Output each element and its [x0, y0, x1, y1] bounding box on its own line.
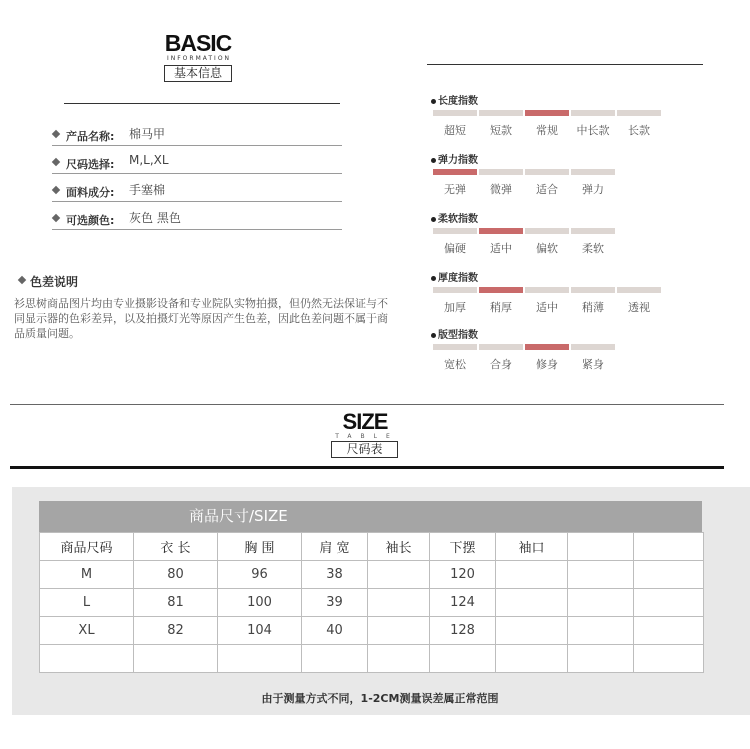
table-cell — [634, 617, 704, 645]
table-cell — [634, 645, 704, 673]
index-segment — [571, 287, 615, 293]
measurement-note: 由于测量方式不同，1-2CM测量误差属正常范围 — [261, 692, 499, 705]
index-segment — [525, 169, 569, 175]
index-segment-active — [433, 169, 477, 175]
index-segment-active — [525, 344, 569, 350]
index-title — [431, 92, 478, 107]
table-cell — [368, 561, 430, 589]
index-segment-active — [479, 228, 523, 234]
size-title: SIZE — [342, 409, 388, 434]
basic-info-label: 基本信息 — [164, 65, 232, 82]
size-table — [39, 532, 704, 673]
diamond-icon — [52, 186, 60, 194]
index-title-text: 弹力指数 — [438, 155, 478, 166]
index-title — [431, 210, 478, 225]
table-cell: 40 — [302, 617, 368, 645]
product-info-row — [52, 208, 342, 230]
product-info-value: 棉马甲 — [129, 127, 166, 141]
index-segment — [617, 110, 661, 116]
table-row — [40, 589, 704, 617]
table-cell — [568, 645, 634, 673]
column-header: 袖长 — [368, 533, 430, 561]
index-option-label: 适中 — [490, 242, 512, 255]
table-cell — [634, 589, 704, 617]
table-cell — [368, 617, 430, 645]
column-header: 胸 围 — [218, 533, 302, 561]
table-cell — [568, 617, 634, 645]
table-cell: 81 — [134, 589, 218, 617]
index-title — [431, 326, 478, 341]
bullet-icon — [431, 276, 436, 281]
color-diff-text: 衫思树商品图片均由专业摄影设备和专业院队实物拍摄，但仍然无法保证与不同显示器的色彩差异，以及拍摄灯光等原因产生色差，因此色差问题不属于商品质量问题。 — [14, 297, 388, 340]
table-cell: 38 — [302, 561, 368, 589]
index-option-label: 修身 — [536, 358, 558, 371]
table-cell: 82 — [134, 617, 218, 645]
column-header: 肩 宽 — [302, 533, 368, 561]
index-option-label: 偏硬 — [444, 242, 466, 255]
index-segment — [433, 287, 477, 293]
table-cell: XL — [40, 617, 134, 645]
column-header: 下摆 — [430, 533, 496, 561]
index-segment — [433, 344, 477, 350]
table-cell: 104 — [218, 617, 302, 645]
table-cell — [496, 561, 568, 589]
diamond-icon — [52, 158, 60, 166]
size-table-header — [39, 501, 702, 532]
table-cell — [496, 589, 568, 617]
basic-divider — [64, 103, 340, 104]
size-table-label: 尺码表 — [331, 441, 398, 458]
index-option-label: 紧身 — [582, 358, 604, 371]
product-info-value: M,L,XL — [129, 153, 169, 167]
product-info-row — [52, 180, 342, 202]
index-option-label: 无弹 — [444, 183, 466, 196]
table-cell — [496, 645, 568, 673]
product-info-label: 尺码选择: — [66, 158, 115, 171]
index-option-label: 超短 — [444, 124, 466, 137]
index-option-label: 透视 — [628, 301, 650, 314]
index-segment — [525, 228, 569, 234]
table-cell — [218, 645, 302, 673]
product-info-label: 面料成分: — [66, 186, 115, 199]
index-title — [431, 151, 478, 166]
index-option-label: 合身 — [490, 358, 512, 371]
index-option-label: 适合 — [536, 183, 558, 196]
column-header — [634, 533, 704, 561]
index-segment — [525, 287, 569, 293]
table-cell — [568, 589, 634, 617]
index-segment — [617, 287, 661, 293]
basic-subtitle: INFORMATION — [166, 55, 232, 62]
size-bottom-divider — [10, 466, 724, 469]
index-option-label: 中长款 — [576, 124, 610, 137]
size-subtitle: TABLE — [335, 433, 399, 440]
index-option-label: 稍厚 — [490, 301, 512, 314]
index-segment — [479, 110, 523, 116]
table-cell: M — [40, 561, 134, 589]
table-cell — [302, 645, 368, 673]
bullet-icon — [431, 158, 436, 163]
index-segment-active — [479, 287, 523, 293]
product-info-row — [52, 124, 342, 146]
diamond-icon — [52, 130, 60, 138]
table-cell: 124 — [430, 589, 496, 617]
product-info-row — [52, 152, 342, 174]
column-header — [568, 533, 634, 561]
index-title-text: 长度指数 — [438, 96, 478, 107]
table-cell: 39 — [302, 589, 368, 617]
table-cell — [40, 645, 134, 673]
index-title — [431, 269, 478, 284]
table-cell: L — [40, 589, 134, 617]
bullet-icon — [431, 99, 436, 104]
index-option-label: 宽松 — [444, 358, 466, 371]
product-info-label: 可选颜色: — [66, 214, 115, 227]
index-option-label: 弹力 — [582, 183, 604, 196]
diamond-icon — [18, 276, 26, 284]
index-segment — [571, 344, 615, 350]
table-cell: 100 — [218, 589, 302, 617]
index-segment — [433, 228, 477, 234]
product-info-value: 灰色 黑色 — [129, 211, 181, 225]
index-segment — [433, 110, 477, 116]
column-header: 衣 长 — [134, 533, 218, 561]
table-row — [40, 561, 704, 589]
product-info-value: 手塞棉 — [129, 183, 166, 197]
index-option-label: 长款 — [628, 124, 650, 137]
table-row — [40, 617, 704, 645]
index-segment — [571, 228, 615, 234]
index-option-label: 常规 — [536, 124, 558, 137]
index-title-text: 柔软指数 — [438, 214, 478, 225]
index-option-label: 柔软 — [582, 242, 604, 255]
index-option-label: 稍薄 — [582, 301, 604, 314]
table-cell — [134, 645, 218, 673]
index-segment — [571, 110, 615, 116]
table-cell — [634, 561, 704, 589]
index-divider — [427, 64, 703, 65]
bullet-icon — [431, 333, 436, 338]
table-cell: 80 — [134, 561, 218, 589]
index-segment — [479, 169, 523, 175]
diamond-icon — [52, 214, 60, 222]
column-header: 商品尺码 — [40, 533, 134, 561]
index-segment — [571, 169, 615, 175]
basic-title: BASIC — [164, 30, 232, 56]
product-info-label: 产品名称: — [66, 130, 115, 143]
table-cell — [568, 561, 634, 589]
table-cell: 128 — [430, 617, 496, 645]
color-diff-title: 色差说明 — [30, 275, 79, 289]
index-title-text: 版型指数 — [438, 330, 478, 341]
index-option-label: 短款 — [490, 124, 512, 137]
index-option-label: 偏软 — [536, 242, 558, 255]
size-table-header-text: 商品尺寸/SIZE — [189, 507, 288, 525]
index-option-label: 适中 — [536, 301, 558, 314]
index-option-label: 加厚 — [444, 301, 466, 314]
table-cell — [368, 589, 430, 617]
table-cell — [496, 617, 568, 645]
table-cell — [368, 645, 430, 673]
table-row — [40, 645, 704, 673]
size-top-divider — [10, 404, 724, 405]
table-header-row — [40, 533, 704, 561]
bullet-icon — [431, 217, 436, 222]
index-title-text: 厚度指数 — [438, 273, 478, 284]
column-header: 袖口 — [496, 533, 568, 561]
index-segment-active — [525, 110, 569, 116]
table-cell: 96 — [218, 561, 302, 589]
table-cell — [430, 645, 496, 673]
table-cell: 120 — [430, 561, 496, 589]
index-option-label: 微弹 — [490, 183, 512, 196]
index-segment — [479, 344, 523, 350]
